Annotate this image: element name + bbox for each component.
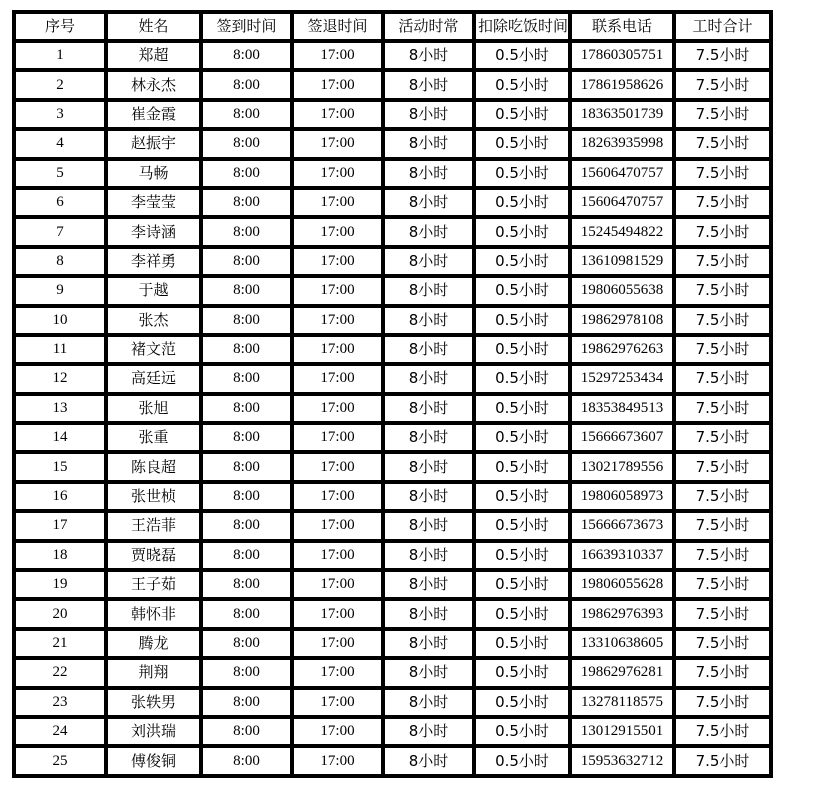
cell-sign-in: 8:00 [203, 543, 294, 572]
cell-sign-out: 17:00 [294, 131, 385, 160]
cell-total-hours: 7.5小时 [676, 396, 769, 425]
cell-meal-deduction: 0.5小时 [476, 396, 572, 425]
table-row [16, 72, 769, 101]
cell-meal-deduction: 0.5小时 [476, 425, 572, 454]
cell-name: 贾晓磊 [108, 543, 203, 572]
cell-seq: 17 [16, 513, 108, 542]
cell-meal-deduction: 0.5小时 [476, 748, 572, 773]
cell-phone: 15297253434 [572, 366, 676, 395]
cell-phone: 19806058973 [572, 484, 676, 513]
cell-activity-duration: 8小时 [385, 660, 476, 689]
cell-total-hours: 7.5小时 [676, 219, 769, 248]
cell-seq: 8 [16, 249, 108, 278]
cell-meal-deduction: 0.5小时 [476, 543, 572, 572]
cell-phone: 13278118575 [572, 690, 676, 719]
cell-meal-deduction: 0.5小时 [476, 190, 572, 219]
cell-meal-deduction: 0.5小时 [476, 660, 572, 689]
cell-meal-deduction: 0.5小时 [476, 43, 572, 72]
cell-sign-out: 17:00 [294, 748, 385, 773]
cell-total-hours: 7.5小时 [676, 748, 769, 773]
cell-name: 陈良超 [108, 454, 203, 483]
cell-activity-duration: 8小时 [385, 484, 476, 513]
cell-activity-duration: 8小时 [385, 601, 476, 630]
table-row [16, 719, 769, 748]
cell-activity-duration: 8小时 [385, 572, 476, 601]
cell-total-hours: 7.5小时 [676, 131, 769, 160]
cell-sign-in: 8:00 [203, 484, 294, 513]
cell-activity-duration: 8小时 [385, 719, 476, 748]
table-row [16, 660, 769, 689]
cell-meal-deduction: 0.5小时 [476, 484, 572, 513]
cell-seq: 2 [16, 72, 108, 101]
cell-seq: 15 [16, 454, 108, 483]
cell-activity-duration: 8小时 [385, 425, 476, 454]
cell-activity-duration: 8小时 [385, 278, 476, 307]
cell-activity-duration: 8小时 [385, 190, 476, 219]
cell-name: 崔金霞 [108, 102, 203, 131]
table-row [16, 425, 769, 454]
cell-sign-out: 17:00 [294, 543, 385, 572]
cell-sign-out: 17:00 [294, 513, 385, 542]
cell-activity-duration: 8小时 [385, 690, 476, 719]
cell-meal-deduction: 0.5小时 [476, 690, 572, 719]
table-row [16, 601, 769, 630]
cell-name: 王浩菲 [108, 513, 203, 542]
cell-phone: 18363501739 [572, 102, 676, 131]
cell-sign-out: 17:00 [294, 454, 385, 483]
cell-phone: 13021789556 [572, 454, 676, 483]
cell-activity-duration: 8小时 [385, 308, 476, 337]
cell-activity-duration: 8小时 [385, 543, 476, 572]
table-row [16, 513, 769, 542]
cell-sign-out: 17:00 [294, 72, 385, 101]
cell-sign-in: 8:00 [203, 719, 294, 748]
cell-total-hours: 7.5小时 [676, 72, 769, 101]
cell-sign-in: 8:00 [203, 337, 294, 366]
table-row [16, 748, 769, 773]
cell-name: 荆翔 [108, 660, 203, 689]
cell-sign-out: 17:00 [294, 102, 385, 131]
cell-meal-deduction: 0.5小时 [476, 249, 572, 278]
table-row [16, 396, 769, 425]
cell-sign-in: 8:00 [203, 660, 294, 689]
cell-meal-deduction: 0.5小时 [476, 366, 572, 395]
cell-sign-out: 17:00 [294, 161, 385, 190]
table-row [16, 131, 769, 160]
cell-name: 于越 [108, 278, 203, 307]
table-row [16, 190, 769, 219]
cell-phone: 19862976263 [572, 337, 676, 366]
header-meal-deduction: 扣除吃饭时间 [476, 14, 572, 43]
cell-phone: 13012915501 [572, 719, 676, 748]
cell-meal-deduction: 0.5小时 [476, 513, 572, 542]
cell-activity-duration: 8小时 [385, 366, 476, 395]
cell-seq: 21 [16, 631, 108, 660]
cell-seq: 3 [16, 102, 108, 131]
attendance-table [12, 10, 773, 778]
cell-total-hours: 7.5小时 [676, 102, 769, 131]
cell-activity-duration: 8小时 [385, 748, 476, 773]
cell-meal-deduction: 0.5小时 [476, 719, 572, 748]
cell-meal-deduction: 0.5小时 [476, 454, 572, 483]
cell-phone: 19862976281 [572, 660, 676, 689]
cell-total-hours: 7.5小时 [676, 572, 769, 601]
table-row [16, 572, 769, 601]
cell-seq: 4 [16, 131, 108, 160]
cell-sign-in: 8:00 [203, 190, 294, 219]
cell-meal-deduction: 0.5小时 [476, 308, 572, 337]
table-row [16, 102, 769, 131]
cell-phone: 15953632712 [572, 748, 676, 773]
cell-phone: 15666673673 [572, 513, 676, 542]
cell-phone: 13310638605 [572, 631, 676, 660]
cell-meal-deduction: 0.5小时 [476, 572, 572, 601]
cell-meal-deduction: 0.5小时 [476, 601, 572, 630]
cell-meal-deduction: 0.5小时 [476, 219, 572, 248]
cell-name: 李祥勇 [108, 249, 203, 278]
table-row [16, 366, 769, 395]
cell-sign-out: 17:00 [294, 308, 385, 337]
cell-sign-in: 8:00 [203, 219, 294, 248]
table-row [16, 543, 769, 572]
cell-activity-duration: 8小时 [385, 131, 476, 160]
cell-total-hours: 7.5小时 [676, 601, 769, 630]
cell-sign-out: 17:00 [294, 690, 385, 719]
cell-total-hours: 7.5小时 [676, 366, 769, 395]
cell-name: 韩怀非 [108, 601, 203, 630]
cell-activity-duration: 8小时 [385, 337, 476, 366]
cell-meal-deduction: 0.5小时 [476, 131, 572, 160]
cell-sign-out: 17:00 [294, 396, 385, 425]
cell-seq: 1 [16, 43, 108, 72]
cell-seq: 7 [16, 219, 108, 248]
cell-activity-duration: 8小时 [385, 454, 476, 483]
cell-sign-in: 8:00 [203, 601, 294, 630]
table-row [16, 278, 769, 307]
cell-activity-duration: 8小时 [385, 631, 476, 660]
cell-activity-duration: 8小时 [385, 43, 476, 72]
cell-sign-out: 17:00 [294, 601, 385, 630]
cell-sign-out: 17:00 [294, 366, 385, 395]
cell-sign-in: 8:00 [203, 454, 294, 483]
cell-total-hours: 7.5小时 [676, 543, 769, 572]
table-row [16, 631, 769, 660]
table-row [16, 484, 769, 513]
cell-phone: 15606470757 [572, 161, 676, 190]
cell-seq: 14 [16, 425, 108, 454]
table-row [16, 308, 769, 337]
cell-phone: 16639310337 [572, 543, 676, 572]
cell-name: 刘洪瑞 [108, 719, 203, 748]
cell-name: 褚文范 [108, 337, 203, 366]
cell-seq: 12 [16, 366, 108, 395]
cell-name: 张旭 [108, 396, 203, 425]
cell-activity-duration: 8小时 [385, 72, 476, 101]
cell-total-hours: 7.5小时 [676, 161, 769, 190]
cell-seq: 23 [16, 690, 108, 719]
cell-sign-in: 8:00 [203, 396, 294, 425]
cell-meal-deduction: 0.5小时 [476, 161, 572, 190]
cell-phone: 15606470757 [572, 190, 676, 219]
cell-seq: 10 [16, 308, 108, 337]
header-name: 姓名 [108, 14, 203, 43]
cell-name: 张世桢 [108, 484, 203, 513]
table-row [16, 454, 769, 483]
header-sign-in-time: 签到时间 [203, 14, 294, 43]
header-sign-out-time: 签退时间 [294, 14, 385, 43]
cell-phone: 18353849513 [572, 396, 676, 425]
cell-phone: 19862978108 [572, 308, 676, 337]
cell-sign-out: 17:00 [294, 43, 385, 72]
cell-sign-out: 17:00 [294, 484, 385, 513]
cell-name: 马畅 [108, 161, 203, 190]
cell-meal-deduction: 0.5小时 [476, 337, 572, 366]
cell-total-hours: 7.5小时 [676, 337, 769, 366]
cell-phone: 19806055628 [572, 572, 676, 601]
cell-sign-out: 17:00 [294, 278, 385, 307]
cell-total-hours: 7.5小时 [676, 308, 769, 337]
header-phone: 联系电话 [572, 14, 676, 43]
cell-name: 李诗涵 [108, 219, 203, 248]
cell-sign-in: 8:00 [203, 425, 294, 454]
cell-sign-in: 8:00 [203, 131, 294, 160]
table-row [16, 161, 769, 190]
table-row [16, 219, 769, 248]
cell-total-hours: 7.5小时 [676, 454, 769, 483]
cell-activity-duration: 8小时 [385, 396, 476, 425]
cell-seq: 20 [16, 601, 108, 630]
cell-phone: 15666673607 [572, 425, 676, 454]
cell-total-hours: 7.5小时 [676, 660, 769, 689]
cell-total-hours: 7.5小时 [676, 190, 769, 219]
cell-sign-in: 8:00 [203, 631, 294, 660]
cell-seq: 24 [16, 719, 108, 748]
cell-seq: 16 [16, 484, 108, 513]
cell-total-hours: 7.5小时 [676, 425, 769, 454]
cell-phone: 19862976393 [572, 601, 676, 630]
cell-sign-in: 8:00 [203, 72, 294, 101]
cell-activity-duration: 8小时 [385, 513, 476, 542]
cell-phone: 18263935998 [572, 131, 676, 160]
cell-sign-out: 17:00 [294, 219, 385, 248]
cell-sign-out: 17:00 [294, 631, 385, 660]
cell-phone: 13610981529 [572, 249, 676, 278]
cell-phone: 15245494822 [572, 219, 676, 248]
cell-total-hours: 7.5小时 [676, 719, 769, 748]
cell-sign-out: 17:00 [294, 249, 385, 278]
cell-activity-duration: 8小时 [385, 219, 476, 248]
header-seq: 序号 [16, 14, 108, 43]
cell-activity-duration: 8小时 [385, 102, 476, 131]
cell-total-hours: 7.5小时 [676, 43, 769, 72]
cell-meal-deduction: 0.5小时 [476, 72, 572, 101]
cell-name: 高廷远 [108, 366, 203, 395]
cell-sign-out: 17:00 [294, 719, 385, 748]
cell-name: 腾龙 [108, 631, 203, 660]
cell-name: 傅俊铜 [108, 748, 203, 773]
cell-phone: 17861958626 [572, 72, 676, 101]
cell-total-hours: 7.5小时 [676, 631, 769, 660]
cell-total-hours: 7.5小时 [676, 484, 769, 513]
table-row [16, 249, 769, 278]
cell-sign-in: 8:00 [203, 278, 294, 307]
table-row [16, 43, 769, 72]
cell-name: 郑超 [108, 43, 203, 72]
cell-total-hours: 7.5小时 [676, 249, 769, 278]
cell-name: 林永杰 [108, 72, 203, 101]
cell-total-hours: 7.5小时 [676, 513, 769, 542]
cell-total-hours: 7.5小时 [676, 690, 769, 719]
cell-name: 张杰 [108, 308, 203, 337]
header-row [16, 14, 769, 43]
table-row [16, 337, 769, 366]
table-row [16, 690, 769, 719]
cell-seq: 22 [16, 660, 108, 689]
cell-seq: 5 [16, 161, 108, 190]
header-total-hours: 工时合计 [676, 14, 769, 43]
cell-seq: 25 [16, 748, 108, 773]
cell-sign-in: 8:00 [203, 572, 294, 601]
cell-sign-out: 17:00 [294, 337, 385, 366]
cell-seq: 9 [16, 278, 108, 307]
cell-seq: 18 [16, 543, 108, 572]
cell-seq: 6 [16, 190, 108, 219]
cell-activity-duration: 8小时 [385, 249, 476, 278]
cell-meal-deduction: 0.5小时 [476, 631, 572, 660]
cell-sign-out: 17:00 [294, 190, 385, 219]
header-activity-duration: 活动时常 [385, 14, 476, 43]
cell-total-hours: 7.5小时 [676, 278, 769, 307]
cell-sign-out: 17:00 [294, 572, 385, 601]
cell-sign-out: 17:00 [294, 660, 385, 689]
cell-sign-in: 8:00 [203, 161, 294, 190]
cell-name: 张轶男 [108, 690, 203, 719]
cell-meal-deduction: 0.5小时 [476, 102, 572, 131]
cell-name: 李莹莹 [108, 190, 203, 219]
cell-sign-in: 8:00 [203, 513, 294, 542]
table-body [16, 43, 769, 774]
cell-phone: 19806055638 [572, 278, 676, 307]
cell-sign-out: 17:00 [294, 425, 385, 454]
cell-sign-in: 8:00 [203, 308, 294, 337]
cell-name: 赵振宇 [108, 131, 203, 160]
cell-sign-in: 8:00 [203, 748, 294, 773]
cell-seq: 11 [16, 337, 108, 366]
cell-sign-in: 8:00 [203, 249, 294, 278]
cell-sign-in: 8:00 [203, 366, 294, 395]
cell-activity-duration: 8小时 [385, 161, 476, 190]
cell-seq: 19 [16, 572, 108, 601]
cell-meal-deduction: 0.5小时 [476, 278, 572, 307]
cell-name: 王子茹 [108, 572, 203, 601]
cell-sign-in: 8:00 [203, 690, 294, 719]
cell-phone: 17860305751 [572, 43, 676, 72]
cell-seq: 13 [16, 396, 108, 425]
cell-sign-in: 8:00 [203, 102, 294, 131]
cell-sign-in: 8:00 [203, 43, 294, 72]
cell-name: 张重 [108, 425, 203, 454]
